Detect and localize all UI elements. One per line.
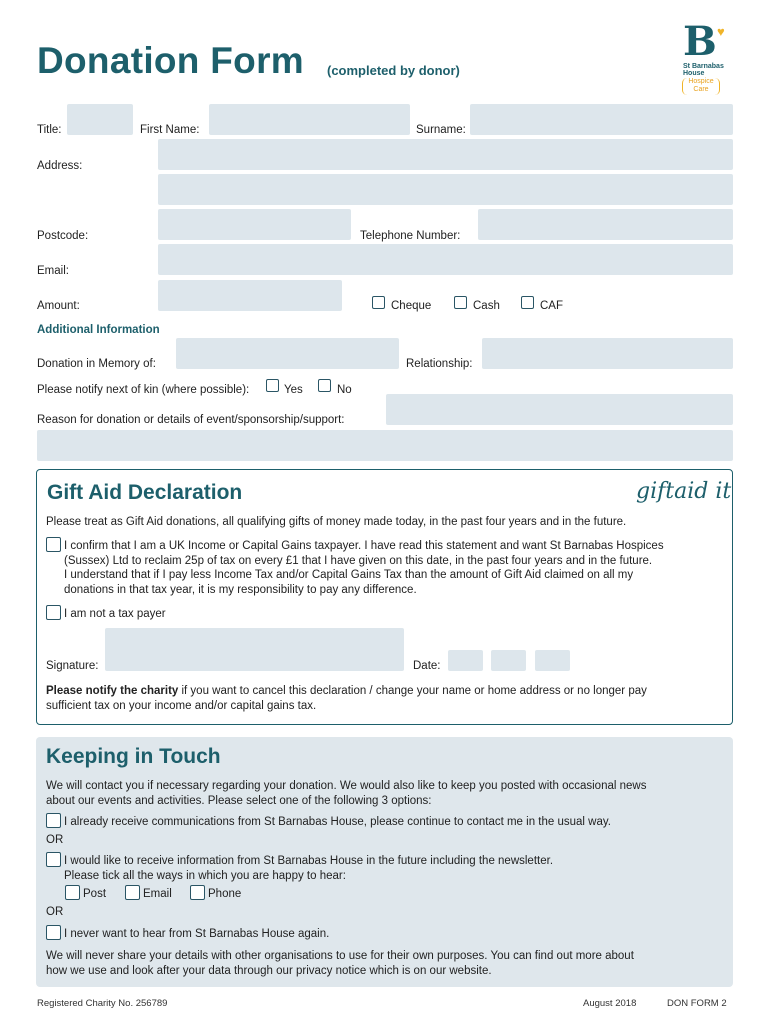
additional-info-heading: Additional Information	[37, 324, 160, 336]
logo-tag-1: Hospice	[688, 78, 714, 85]
surname-field[interactable]	[470, 104, 733, 135]
option-receive-label: I would like to receive information from St Barnabas House in the future including the newsletter.	[64, 855, 554, 867]
address-field-line-2[interactable]	[158, 174, 733, 205]
signature-label: Signature:	[46, 660, 99, 672]
taxpayer-line-3: I understand that if I pay less Income Tax and/or Capital Gains Tax than the amount of Gift Aid claimed on all my	[64, 569, 634, 581]
cash-checkbox[interactable]	[454, 296, 467, 309]
form-code: DON FORM 2	[667, 998, 727, 1009]
notify-kin-label: Please notify next of kin (where possible):	[37, 384, 250, 396]
caf-label: CAF	[540, 300, 563, 312]
not-taxpayer-label: I am not a tax payer	[64, 608, 166, 620]
date-year-field[interactable]	[535, 650, 570, 671]
cheque-label: Cheque	[391, 300, 432, 312]
amount-field[interactable]	[158, 280, 342, 311]
option-continue-label: I already receive communications from St Barnabas House, please continue to contact me in the usual way.	[64, 816, 611, 828]
page-title: Donation Form	[37, 40, 304, 81]
logo-line-2: House	[683, 70, 705, 77]
email-channel-label: Email	[143, 888, 172, 900]
notify-yes-checkbox[interactable]	[266, 379, 279, 392]
cancel-declaration-note	[46, 684, 647, 713]
phone-checkbox[interactable]	[190, 885, 205, 900]
reason-field-line-1[interactable]	[386, 394, 733, 425]
telephone-field[interactable]	[478, 209, 733, 240]
caf-checkbox[interactable]	[521, 296, 534, 309]
taxpayer-line-2: (Sussex) Ltd to reclaim 25p of tax on every £1 that I have given on this date, in the past four years and in the future.	[64, 554, 653, 567]
gift-aid-intro: Please treat as Gift Aid donations, all qualifying gifts of money made today, in the past four years and in the future.	[46, 516, 627, 528]
title-field[interactable]	[67, 104, 133, 135]
phone-label: Phone	[208, 888, 242, 900]
notify-charity-text: if you want to cancel this declaration / change your name or home address or no longer pay	[178, 685, 647, 697]
amount-label: Amount:	[37, 300, 80, 312]
relationship-field[interactable]	[482, 338, 733, 369]
or-divider-1: OR	[46, 834, 64, 846]
taxpayer-line-4: donations in that tax year, it is my responsibility to pay any difference.	[64, 583, 417, 596]
date-day-field[interactable]	[448, 650, 483, 671]
postcode-field[interactable]	[158, 209, 351, 240]
relationship-label: Relationship:	[406, 358, 473, 370]
address-field-line-1[interactable]	[158, 139, 733, 170]
first-name-label: First Name:	[140, 124, 200, 136]
date-month-field[interactable]	[491, 650, 526, 671]
taxpayer-statement	[64, 539, 664, 597]
address-label: Address:	[37, 160, 83, 172]
signature-field[interactable]	[105, 628, 404, 671]
notify-charity-line-2: sufficient tax on your income and/or capital gains tax.	[46, 699, 317, 712]
telephone-label: Telephone Number:	[360, 230, 461, 242]
taxpayer-line-1: I confirm that I am a UK Income or Capital Gains taxpayer. I have read this statement and want St Barnabas Hospices	[64, 540, 664, 552]
email-field[interactable]	[158, 244, 733, 275]
option-continue-checkbox[interactable]	[46, 813, 61, 828]
reason-label: Reason for donation or details of event/sponsorship/support:	[37, 414, 345, 426]
logo-letter: B	[683, 18, 717, 65]
logo-line-1: St Barnabas	[683, 63, 724, 70]
date-label: Date:	[413, 660, 441, 672]
cash-label: Cash	[473, 300, 500, 312]
footer-date: August 2018	[583, 998, 637, 1009]
keeping-intro-line-2: about our events and activities. Please select one of the following 3 options:	[46, 794, 432, 807]
charity-number: Registered Charity No. 256789	[37, 998, 168, 1009]
or-divider-2: OR	[46, 906, 64, 918]
notify-charity-bold: Please notify the charity	[46, 685, 179, 697]
memory-label: Donation in Memory of:	[37, 358, 156, 370]
postcode-label: Postcode:	[37, 230, 89, 242]
logo-tag-2: Care	[693, 86, 709, 93]
notify-no-checkbox[interactable]	[318, 379, 331, 392]
keeping-in-touch-heading: Keeping in Touch	[46, 745, 221, 768]
memory-field[interactable]	[176, 338, 399, 369]
cheque-checkbox[interactable]	[372, 296, 385, 309]
option-never-label: I never want to hear from St Barnabas House again.	[64, 928, 330, 940]
privacy-line-2: how we use and look after your data through our privacy notice which is on our website.	[46, 964, 492, 977]
option-receive-checkbox[interactable]	[46, 852, 61, 867]
logo-tag	[682, 78, 720, 95]
gift-aid-logo: giftaid it	[636, 479, 732, 504]
reason-field-line-2[interactable]	[37, 430, 733, 461]
gift-aid-heading: Gift Aid Declaration	[47, 481, 243, 504]
taxpayer-checkbox[interactable]	[46, 537, 61, 552]
notify-yes-label: Yes	[284, 384, 303, 396]
post-checkbox[interactable]	[65, 885, 80, 900]
email-label: Email:	[37, 265, 69, 277]
channel-instruction: Please tick all the ways in which you are happy to hear:	[64, 870, 346, 882]
keeping-intro-line-1: We will contact you if necessary regarding your donation. We would also like to keep you posted with occasional news	[46, 780, 647, 792]
notify-no-label: No	[337, 384, 352, 396]
page-subtitle: (completed by donor)	[327, 63, 460, 78]
surname-label: Surname:	[416, 124, 466, 136]
title-label: Title:	[37, 124, 62, 136]
heart-icon: ♥	[717, 24, 725, 39]
post-label: Post	[83, 888, 107, 900]
first-name-field[interactable]	[209, 104, 410, 135]
not-taxpayer-checkbox[interactable]	[46, 605, 61, 620]
email-checkbox[interactable]	[125, 885, 140, 900]
option-never-checkbox[interactable]	[46, 925, 61, 940]
privacy-line-1: We will never share your details with other organisations to use for their own purposes. You can find out more about	[46, 950, 634, 962]
keeping-intro	[46, 779, 646, 808]
privacy-note	[46, 949, 634, 978]
